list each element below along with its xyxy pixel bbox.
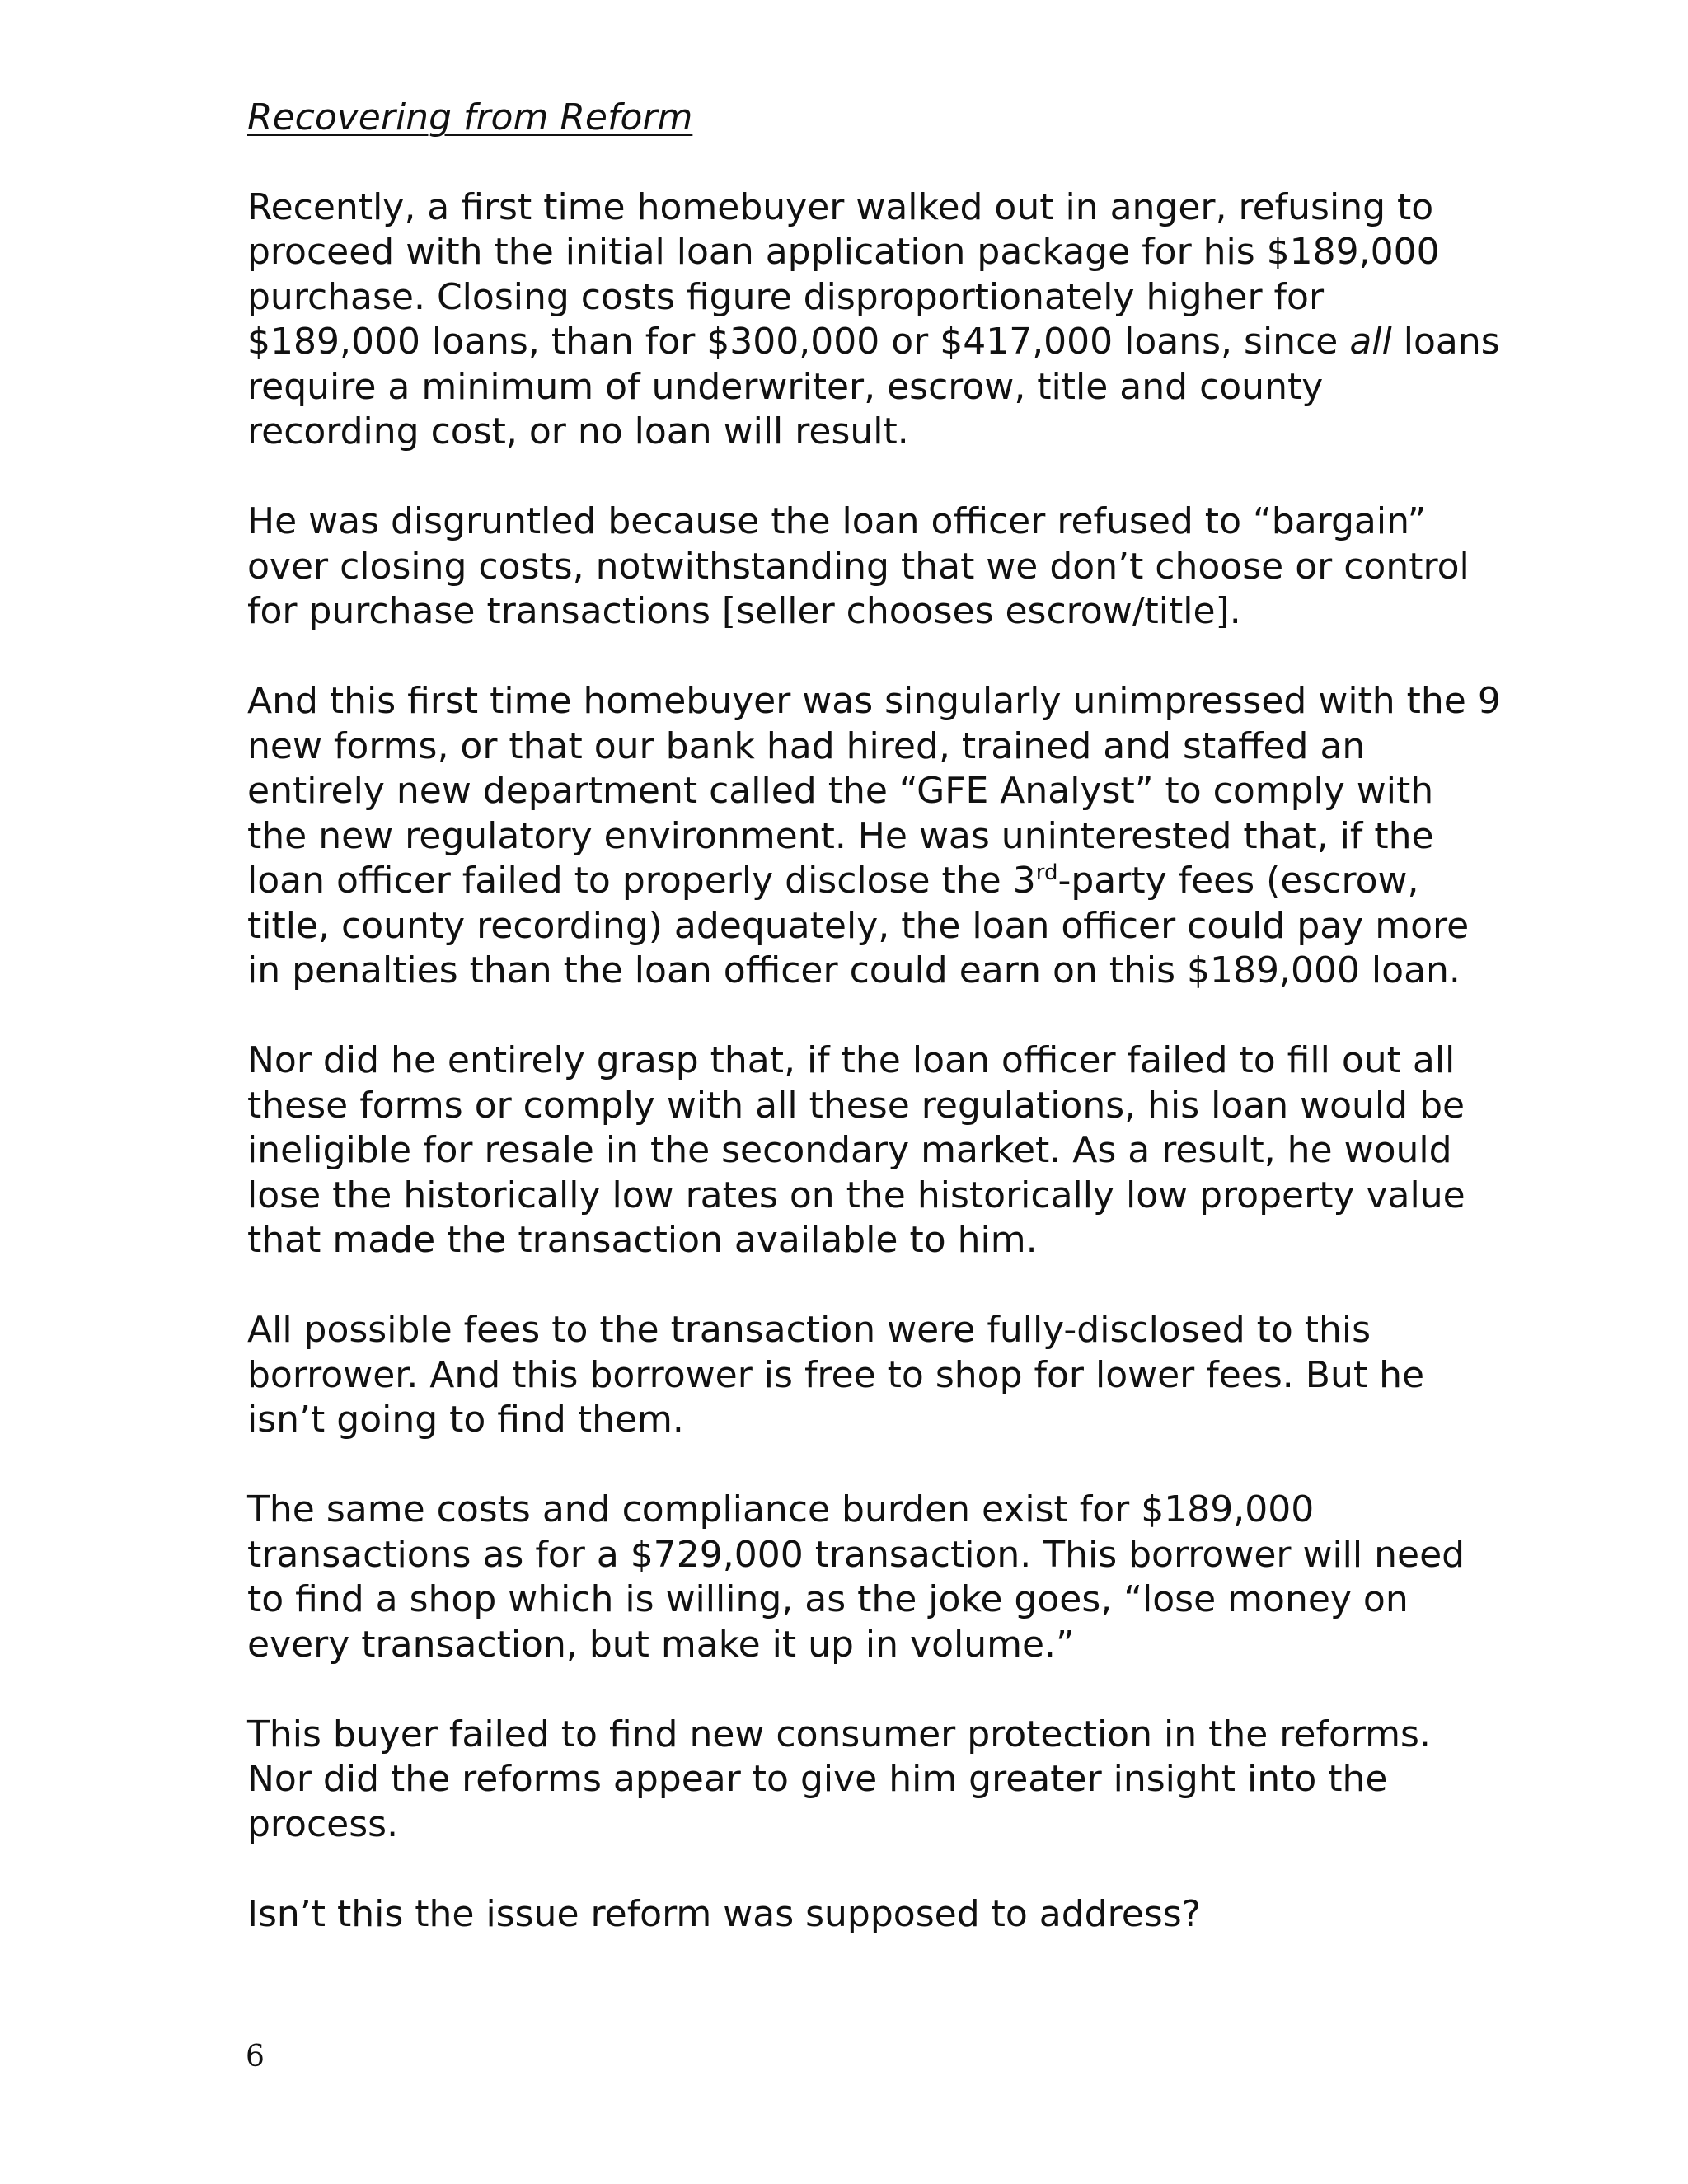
- text-line: entirely new department called the “GFE Analyst” to comply with: [247, 770, 1434, 812]
- text-segment: $189,000 loans, than for $300,000 or $417,000 loans, since: [247, 321, 1350, 363]
- emphasized-text: all: [1349, 321, 1392, 363]
- text-line: proceed with the initial loan application package for his $189,000: [247, 231, 1440, 273]
- paragraph: [247, 1488, 1465, 1667]
- text-line: borrower. And this borrower is free to shop for lower fees. But he: [247, 1353, 1425, 1396]
- text-line: He was disgruntled because the loan officer refused to “bargain”: [247, 500, 1427, 542]
- text-line: over closing costs, notwithstanding that we don’t choose or control: [247, 545, 1470, 588]
- paragraph: [247, 1308, 1451, 1443]
- text-line: [247, 859, 1451, 904]
- text-line: And this first time homebuyer was singularly unimpressed with the 9: [247, 680, 1501, 722]
- text-line: isn’t going to find them.: [247, 1399, 684, 1441]
- text-segment: -party fees (escrow,: [1057, 860, 1419, 902]
- superscript: rd: [1035, 860, 1058, 885]
- text-line: process.: [247, 1802, 399, 1845]
- paragraph: [247, 1713, 1451, 1848]
- text-line: purchase. Closing costs figure disproportionately higher for: [247, 275, 1325, 318]
- text-line: require a minimum of underwriter, escrow, title and county: [247, 365, 1324, 408]
- text-line: Nor did he entirely grasp that, if the loan officer failed to fill out all: [247, 1039, 1456, 1081]
- text-line: Isn’t this the issue reform was supposed to address?: [247, 1892, 1201, 1935]
- text-line: [247, 320, 1500, 365]
- text-line: new forms, or that our bank had hired, trained and staffed an: [247, 724, 1366, 767]
- paragraph: [247, 679, 1501, 994]
- text-line: Recently, a first time homebuyer walked out in anger, refusing to: [247, 185, 1434, 228]
- text-line: All possible fees to the transaction were fully-disclosed to this: [247, 1309, 1372, 1351]
- text-segment: loans: [1391, 321, 1500, 363]
- text-line: to find a shop which is willing, as the joke goes, “lose money on: [247, 1578, 1409, 1620]
- text-line: Nor did the reforms appear to give him greater insight into the: [247, 1758, 1388, 1800]
- paragraph: [247, 1038, 1465, 1263]
- text-line: every transaction, but make it up in volume.”: [247, 1623, 1075, 1666]
- text-line: recording cost, or no loan will result.: [247, 410, 909, 452]
- text-line: lose the historically low rates on the historically low property value: [247, 1174, 1465, 1216]
- paragraph: [247, 185, 1500, 455]
- text-line: The same costs and compliance burden exist for $189,000: [247, 1488, 1315, 1530]
- text-segment: loan officer failed to properly disclose the 3: [247, 860, 1036, 902]
- text-line: ineligible for resale in the secondary market. As a result, he would: [247, 1129, 1452, 1171]
- paragraph: [247, 1892, 1451, 1938]
- text-line: for purchase transactions [seller chooses escrow/title].: [247, 590, 1241, 632]
- text-line: This buyer failed to find new consumer protection in the reforms.: [247, 1713, 1431, 1755]
- text-line: in penalties than the loan officer could earn on this $189,000 loan.: [247, 949, 1461, 991]
- page-number: 6: [246, 2040, 265, 2074]
- text-line: the new regulatory environment. He was uninterested that, if the: [247, 814, 1434, 857]
- text-line: that made the transaction available to him.: [247, 1219, 1038, 1261]
- text-line: these forms or comply with all these regulations, his loan would be: [247, 1084, 1465, 1127]
- document-body: [247, 96, 1501, 1982]
- text-line: transactions as for a $729,000 transaction. This borrower will need: [247, 1533, 1465, 1576]
- document-title: Recovering from Reform: [247, 96, 693, 138]
- text-line: title, county recording) adequately, the loan officer could pay more: [247, 904, 1470, 947]
- paragraph: [247, 499, 1470, 635]
